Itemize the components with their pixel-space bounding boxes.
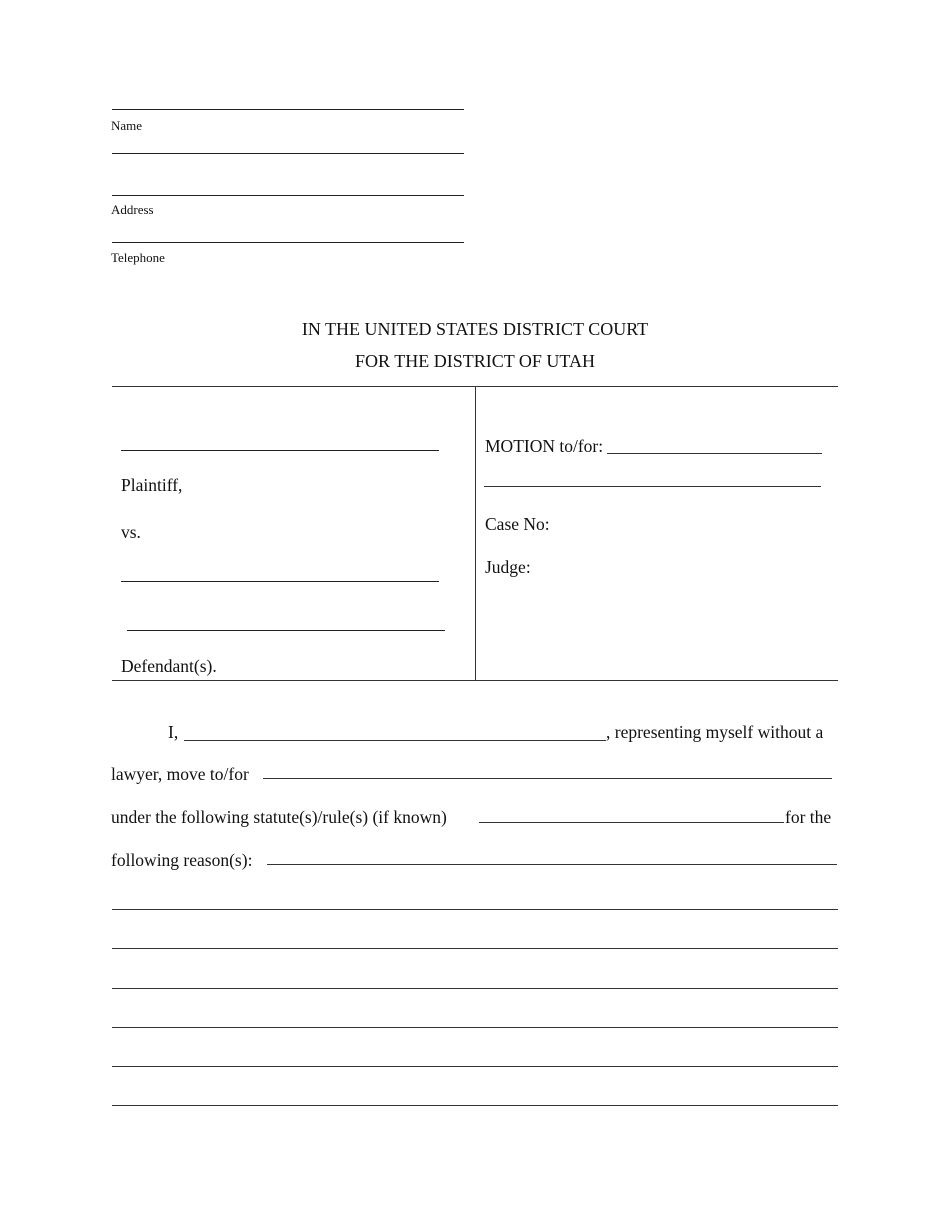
lawyer-text: lawyer, move to/for bbox=[111, 764, 249, 784]
telephone-label: Telephone bbox=[111, 250, 165, 265]
case-no-label: Case No: bbox=[485, 514, 550, 534]
i-label: I, bbox=[168, 722, 179, 742]
movant-name-line[interactable] bbox=[184, 740, 606, 741]
motion-field-line-1[interactable] bbox=[607, 453, 822, 454]
reasons-line-2[interactable] bbox=[112, 948, 838, 949]
reasons-line-1[interactable] bbox=[112, 909, 838, 910]
statute-text: under the following statute(s)/rule(s) (if known) bbox=[111, 807, 447, 827]
reasons-line-3[interactable] bbox=[112, 988, 838, 989]
defendant-field-line-1[interactable] bbox=[121, 581, 439, 582]
judge-label: Judge: bbox=[485, 557, 531, 577]
vs-label: vs. bbox=[121, 522, 141, 542]
reasons-line-6[interactable] bbox=[112, 1105, 838, 1106]
plaintiff-label: Plaintiff, bbox=[121, 475, 183, 495]
motion-field-line-2[interactable] bbox=[484, 486, 821, 487]
representing-text: , representing myself without a bbox=[606, 722, 824, 742]
defendant-label: Defendant(s). bbox=[121, 656, 217, 676]
name-label: Name bbox=[111, 118, 143, 133]
statute-line[interactable] bbox=[479, 822, 784, 823]
caption-divider bbox=[475, 386, 476, 680]
move-for-line[interactable] bbox=[263, 778, 832, 779]
reasons-line-0[interactable] bbox=[267, 864, 837, 865]
telephone-field-line[interactable] bbox=[112, 242, 464, 243]
address-field-line-1[interactable] bbox=[112, 153, 464, 154]
reasons-line-4[interactable] bbox=[112, 1027, 838, 1028]
caption-bottom-border bbox=[112, 680, 838, 681]
address-label: Address bbox=[111, 202, 154, 217]
motion-label: MOTION to/for: bbox=[485, 436, 604, 456]
reasons-text: following reason(s): bbox=[111, 850, 253, 870]
reasons-line-5[interactable] bbox=[112, 1066, 838, 1067]
address-field-line-2[interactable] bbox=[112, 195, 464, 196]
defendant-field-line-2[interactable] bbox=[127, 630, 445, 631]
court-title-line2: FOR THE DISTRICT OF UTAH bbox=[355, 351, 595, 371]
for-the-text: for the bbox=[785, 807, 832, 827]
court-title-line1: IN THE UNITED STATES DISTRICT COURT bbox=[301, 319, 649, 339]
plaintiff-field-line[interactable] bbox=[121, 450, 439, 451]
name-field-line[interactable] bbox=[112, 109, 464, 110]
